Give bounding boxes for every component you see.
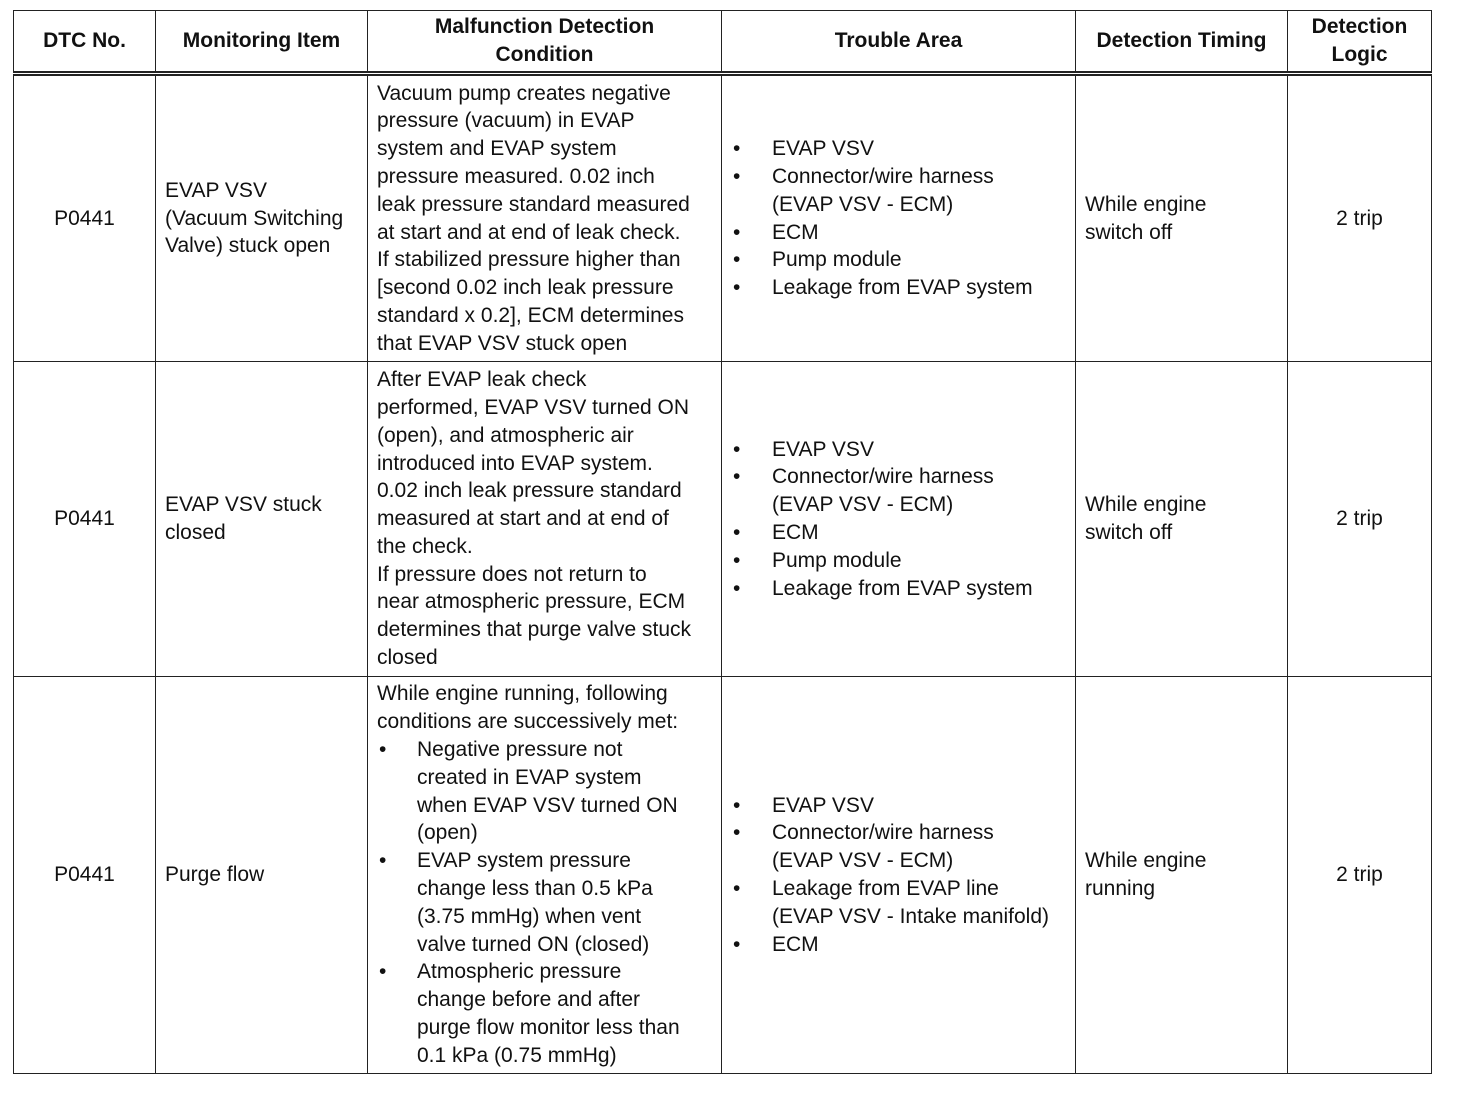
text-line: that EVAP VSV stuck open xyxy=(377,331,628,355)
bullet-glyph: • xyxy=(733,576,741,600)
text-line: introduced into EVAP system. xyxy=(377,451,653,475)
text-line: Leakage from EVAP system xyxy=(772,276,1033,300)
text-line: EVAP VSV xyxy=(165,178,267,202)
detection-logic: 2 trip xyxy=(1336,507,1383,531)
detection-condition-cell xyxy=(368,677,722,1074)
text-line: conditions are successively met: xyxy=(377,710,679,734)
text-line: pressure measured. 0.02 inch xyxy=(377,164,655,188)
trouble-area-cell xyxy=(722,677,1076,1074)
text-line: measured at start and at end of xyxy=(377,507,669,531)
text-line: running xyxy=(1085,877,1156,900)
bullet-glyph: • xyxy=(379,960,387,984)
monitoring-item-cell xyxy=(156,74,368,362)
text-line: (EVAP VSV - ECM) xyxy=(772,849,954,873)
text-line: Leakage from EVAP line xyxy=(772,877,999,900)
text-line: Atmospheric pressure xyxy=(417,960,622,984)
detection-condition-cell xyxy=(368,74,722,362)
text-line: (open) xyxy=(417,821,478,845)
detection-condition-cell xyxy=(368,362,722,677)
text-line: (EVAP VSV - ECM) xyxy=(772,493,954,517)
text-line: Pump module xyxy=(772,548,902,572)
text-line: performed, EVAP VSV turned ON xyxy=(377,395,690,419)
trouble-area-list xyxy=(731,792,1066,959)
text-line: leak pressure standard measured xyxy=(377,192,690,216)
detection-logic-cell xyxy=(1288,677,1432,1074)
trouble-area-item xyxy=(731,219,1066,247)
text-line: (open), and atmospheric air xyxy=(377,423,634,447)
text-line: determines that purge valve stuck xyxy=(377,618,691,642)
text-line: created in EVAP system xyxy=(417,765,642,789)
text-line: change less than 0.5 kPa xyxy=(417,877,653,900)
text-line: Leakage from EVAP system xyxy=(772,576,1033,600)
trouble-area-item xyxy=(731,547,1066,575)
text-line: system and EVAP system xyxy=(377,137,617,161)
text-line: closed xyxy=(377,646,438,670)
text-line: 0.1 kPa (0.75 mmHg) xyxy=(417,1043,617,1067)
bullet-glyph: • xyxy=(733,437,741,461)
text-line: ECM xyxy=(772,220,819,244)
bullet-glyph: • xyxy=(733,137,741,161)
text-line: While engine xyxy=(1085,493,1207,517)
detection-timing-cell xyxy=(1076,74,1288,362)
dtc-number-cell xyxy=(14,677,156,1074)
trouble-area-item xyxy=(731,931,1066,959)
dtc-number-cell xyxy=(14,74,156,362)
table-row xyxy=(14,74,1432,362)
text-line: Connector/wire harness xyxy=(772,164,994,188)
text-line: Pump module xyxy=(772,248,902,272)
text-line: [second 0.02 inch leak pressure xyxy=(377,276,674,300)
trouble-area-item xyxy=(731,246,1066,274)
dtc-number-cell xyxy=(14,362,156,677)
header-detection-timing: Detection Timing xyxy=(1076,11,1288,74)
table-row xyxy=(14,677,1432,1074)
text-line: While engine running, following xyxy=(377,682,668,706)
table-row xyxy=(14,362,1432,677)
bullet-glyph: • xyxy=(733,548,741,572)
condition-bullet-item xyxy=(377,847,712,958)
text-line: EVAP system pressure xyxy=(417,849,631,873)
bullet-glyph: • xyxy=(733,521,741,544)
text-line: (Vacuum Switching xyxy=(165,206,344,230)
text-line: valve turned ON (closed) xyxy=(417,932,650,956)
bullet-glyph: • xyxy=(733,932,741,956)
dtc-number: P0441 xyxy=(54,507,115,531)
trouble-area-item xyxy=(731,463,1066,519)
header-monitoring-item: Monitoring Item xyxy=(156,11,368,74)
header-dtc-no: DTC No. xyxy=(14,11,156,74)
trouble-area-cell xyxy=(722,74,1076,362)
trouble-area-list xyxy=(731,436,1066,603)
table-body xyxy=(14,74,1432,1074)
bullet-glyph: • xyxy=(733,793,741,817)
condition-bullet-item xyxy=(377,958,712,1069)
table-header xyxy=(14,11,1432,74)
text-line: 0.02 inch leak pressure standard xyxy=(377,479,682,503)
text-line: (3.75 mmHg) when vent xyxy=(417,904,642,928)
trouble-area-item xyxy=(731,575,1066,603)
text-line: closed xyxy=(165,521,226,544)
text-line: pressure (vacuum) in EVAP xyxy=(377,109,635,133)
detection-logic: 2 trip xyxy=(1336,863,1383,887)
bullet-glyph: • xyxy=(379,738,387,762)
bullet-glyph: • xyxy=(733,220,741,244)
text-line: While engine xyxy=(1085,192,1207,216)
text-line: switch off xyxy=(1085,220,1173,244)
bullet-glyph: • xyxy=(733,276,741,300)
text-line: EVAP VSV xyxy=(772,793,874,817)
text-line: the check. xyxy=(377,534,473,558)
bullet-glyph: • xyxy=(733,465,741,489)
trouble-area-item xyxy=(731,875,1066,931)
text-line: Vacuum pump creates negative xyxy=(377,81,671,105)
header-detection-logic: Detection Logic xyxy=(1288,11,1432,74)
bullet-glyph: • xyxy=(733,877,741,900)
condition-bullet-item xyxy=(377,736,712,847)
text-line: EVAP VSV xyxy=(772,437,874,461)
text-line: (EVAP VSV - ECM) xyxy=(772,192,954,216)
text-line: change before and after xyxy=(417,988,641,1012)
trouble-area-item xyxy=(731,792,1066,820)
trouble-area-item xyxy=(731,274,1066,302)
text-line: After EVAP leak check xyxy=(377,368,587,392)
text-line: EVAP VSV xyxy=(772,137,874,161)
trouble-area-item xyxy=(731,135,1066,163)
detection-logic: 2 trip xyxy=(1336,206,1383,230)
detection-logic-cell xyxy=(1288,74,1432,362)
bullet-glyph: • xyxy=(733,248,741,272)
text-line: Valve) stuck open xyxy=(165,234,331,258)
dtc-number: P0441 xyxy=(54,863,115,887)
text-line: EVAP VSV stuck xyxy=(165,493,322,517)
bullet-glyph: • xyxy=(379,849,387,873)
text-line: standard x 0.2], ECM determines xyxy=(377,303,684,327)
monitoring-item-cell xyxy=(156,362,368,677)
text-line: ECM xyxy=(772,932,819,956)
header-detection-condition: Malfunction Detection Condition xyxy=(368,11,722,74)
text-line: when EVAP VSV turned ON xyxy=(417,793,678,817)
dtc-table xyxy=(13,10,1432,1074)
dtc-number: P0441 xyxy=(54,206,115,230)
trouble-area-list xyxy=(731,135,1066,302)
text-line: If stabilized pressure higher than xyxy=(377,248,681,272)
text-line: While engine xyxy=(1085,849,1207,873)
detection-timing-cell xyxy=(1076,362,1288,677)
detection-timing-cell xyxy=(1076,677,1288,1074)
text-line: (EVAP VSV - Intake manifold) xyxy=(772,904,1050,928)
text-line: purge flow monitor less than xyxy=(417,1015,680,1039)
trouble-area-cell xyxy=(722,362,1076,677)
condition-bullet-list xyxy=(377,736,712,1070)
trouble-area-item xyxy=(731,519,1066,547)
text-line: Connector/wire harness xyxy=(772,465,994,489)
text-line: If pressure does not return to xyxy=(377,562,647,586)
text-line: Connector/wire harness xyxy=(772,821,994,845)
text-line: Purge flow xyxy=(165,863,265,887)
bullet-glyph: • xyxy=(733,164,741,188)
text-line: ECM xyxy=(772,521,819,544)
trouble-area-item xyxy=(731,819,1066,875)
text-line: at start and at end of leak check. xyxy=(377,220,681,244)
text-line: Negative pressure not xyxy=(417,738,623,762)
text-line: near atmospheric pressure, ECM xyxy=(377,590,686,614)
trouble-area-item xyxy=(731,163,1066,219)
monitoring-item-cell xyxy=(156,677,368,1074)
header-trouble-area: Trouble Area xyxy=(722,11,1076,74)
trouble-area-item xyxy=(731,436,1066,464)
text-line: switch off xyxy=(1085,521,1173,544)
detection-logic-cell xyxy=(1288,362,1432,677)
bullet-glyph: • xyxy=(733,821,741,845)
